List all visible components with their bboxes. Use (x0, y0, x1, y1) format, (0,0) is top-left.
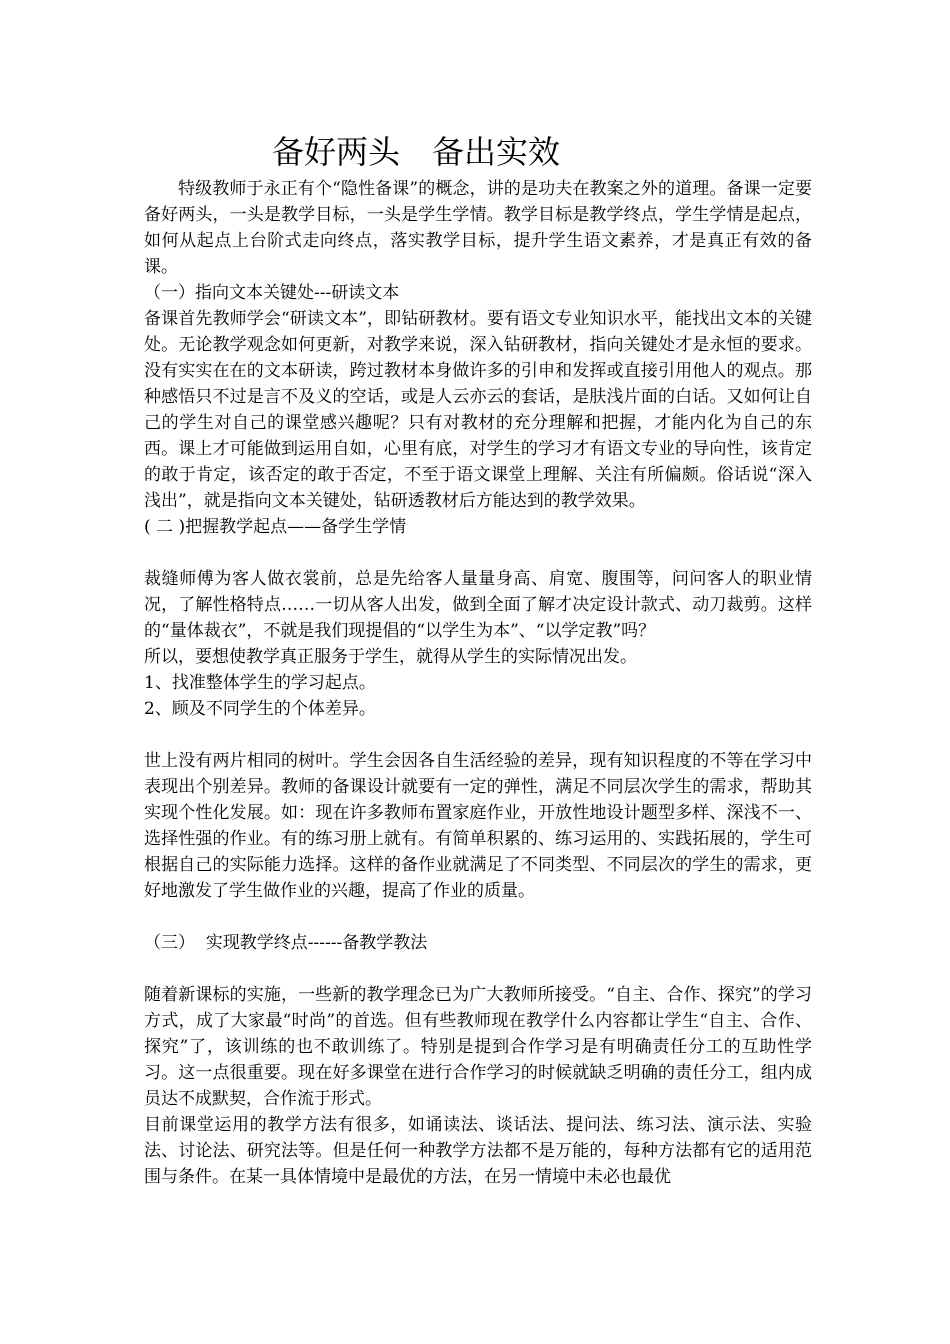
section2-paragraph-2: 所以，要想使教学真正服务于学生，就得从学生的实际情况出发。 (144, 647, 637, 667)
section3-paragraph-1: 随着新课标的实施，一些新的教学理念已为广大教师所接受。“自主、合作、探究”的学习方式，成了大家最“时尚”的首选。但有些教师现在教学什么内容都让学生“自主、合作、探究”了，该训练的也不敢训练了。特别是提到合作学习是有明确责任分工的互助性学习。这一点很重要。现在好多课堂在进行合作学习的时候就缺乏明确的责任分工，组内成员达不成默契，合作流于形式。 (144, 985, 812, 1109)
section2-paragraph-3: 世上没有两片相同的树叶。学生会因各自生活经验的差异，现有知识程度的不等在学习中表现出个别差异。教师的备课设计就要有一定的弹性，满足不同层次学生的需求，帮助其实现个性化发展。如：现在许多教师布置家庭作业，开放性地设计题型多样、深浅不一、选择性强的作业。有的练习册上就有。有简单积累的、练习运用的、实践拓展的，学生可根据自己的实际能力选择。这样的备作业就满足了不同类型、不同层次的学生的需求，更好地激发了学生做作业的兴趣，提高了作业的质量。 (144, 751, 812, 901)
document-title: 备好两头 备出实效 (272, 133, 561, 171)
blank-line (144, 540, 812, 566)
section1-paragraph: 备课首先教师学会“研读文本”，即钻研教材。要有语文专业知识水平，能找出文本的关键处。无论教学观念如何更新，对教学来说，深入钻研教材，指向关键处才是永恒的要求。没有实实在在的文本研读，跨过教材本身做许多的引申和发挥或直接引用他人的观点。那种感悟只不过是言不及义的空话，或是人云亦云的套话，是肤浅片面的白话。又如何让自己的学生对自己的课堂感兴趣呢？只有对教材的充分理解和把握，才能内化为自己的东西。课上才可能做到运用自如，心里有底，对学生的学习才有语文专业的导向性，该肯定的敢于肯定，该否定的敢于否定，不至于语文课堂上理解、关注有所偏颇。俗话说“深入浅出”，就是指向文本关键处，钻研透教材后方能达到的教学效果。 (144, 309, 812, 511)
section3-paragraph-2: 目前课堂运用的教学方法有很多，如诵读法、谈话法、提问法、练习法、演示法、实验法、讨论法、研究法等。但是任何一种教学方法都不是万能的，每种方法都有它的适用范围与条件。在某一具体情境中是最优的方法，在另一情境中未必也最优 (144, 1115, 812, 1187)
blank-line (144, 956, 812, 982)
blank-line (144, 722, 812, 748)
section1-heading: （一）指向文本关键处---研读文本 (144, 283, 400, 303)
section2-paragraph-1: 裁缝师傅为客人做衣裳前，总是先给客人量量身高、肩宽、腹围等，问问客人的职业情况，了解性格特点……一切从客人出发，做到全面了解才决定设计款式、动刀裁剪。这样的“量体裁衣”，不就是我们现提倡的“以学生为本”、“以学定教”吗？ (144, 569, 812, 641)
section2-list-item-2: 2、顾及不同学生的个体差异。 (144, 699, 376, 719)
blank-line (144, 904, 812, 930)
section2-heading: ( 二 )把握教学起点——备学生学情 (144, 517, 407, 537)
document-page (144, 128, 812, 1190)
section3-heading: （三） 实现教学终点------备教学教法 (144, 933, 428, 953)
intro-paragraph: 特级教师于永正有个“隐性备课”的概念，讲的是功夫在教案之外的道理。备课一定要备好两头，一头是教学目标，一头是学生学情。教学目标是教学终点，学生学情是起点，如何从起点上台阶式走向终点，落实教学目标，提升学生语文素养，才是真正有效的备课。 (144, 179, 812, 277)
section2-list-item-1: 1、找准整体学生的学习起点。 (144, 673, 376, 693)
